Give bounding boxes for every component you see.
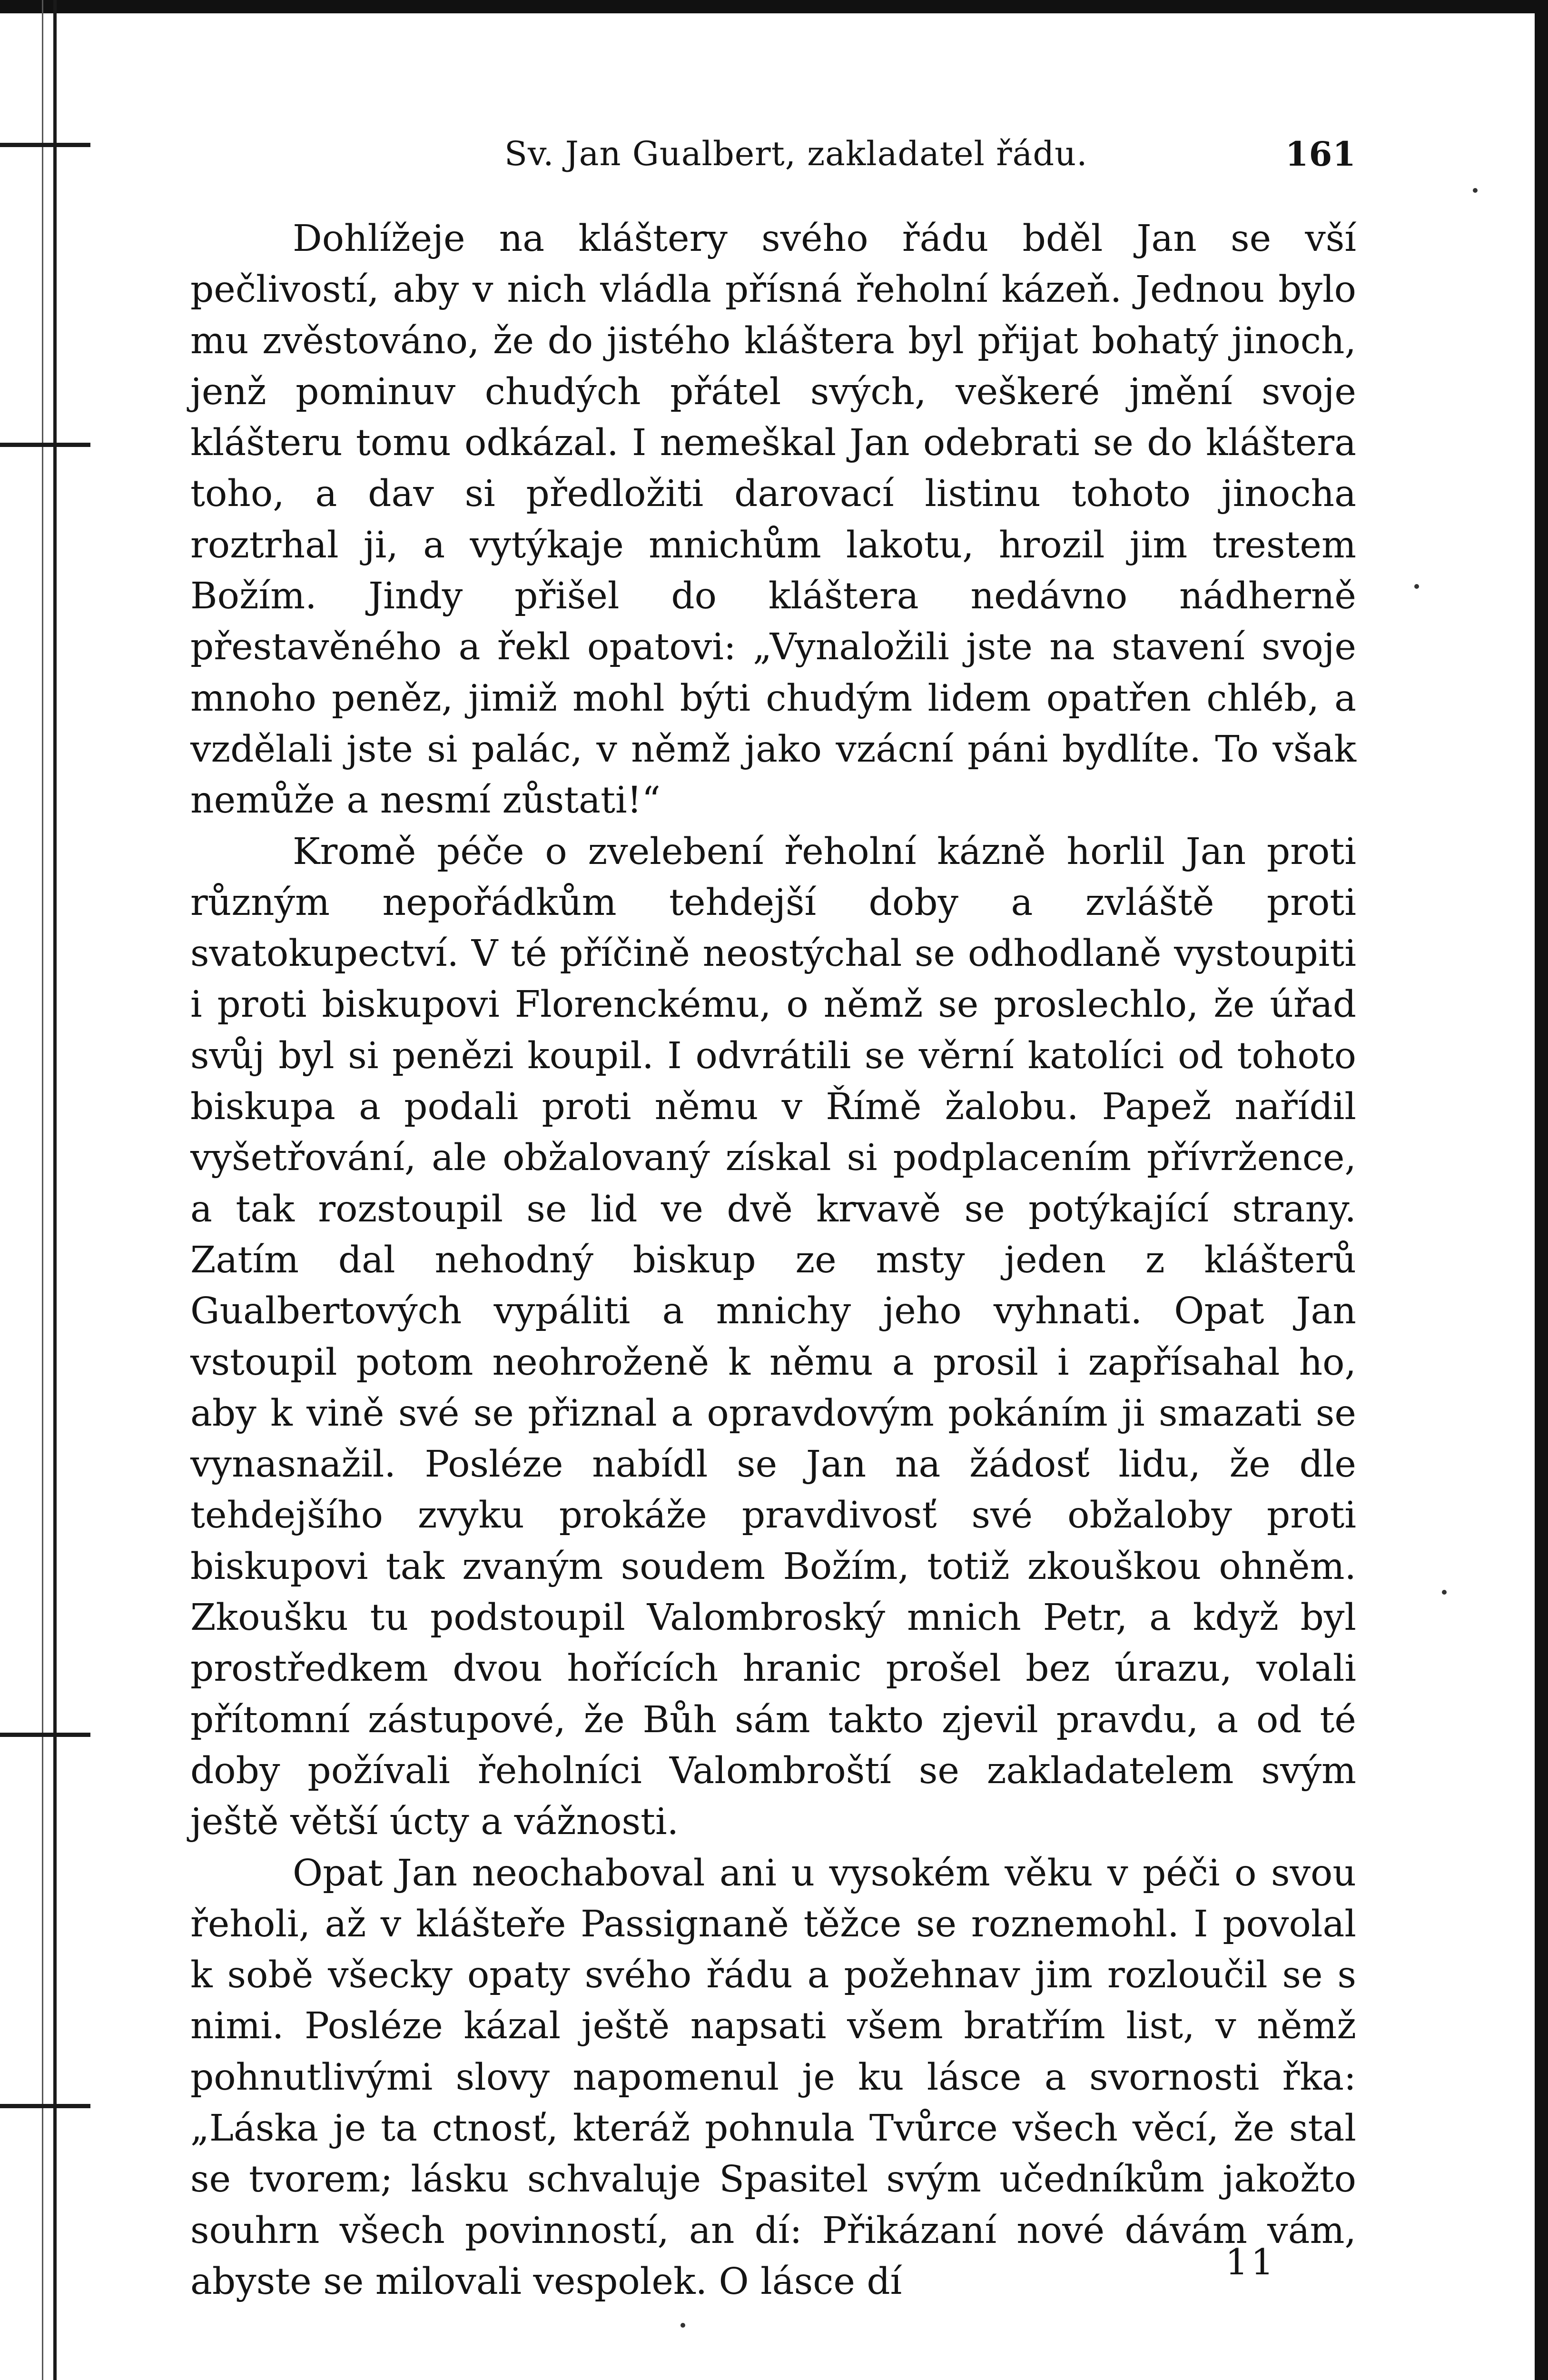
- scan-top-edge: [0, 0, 1548, 13]
- binding-thread: [0, 443, 90, 447]
- paragraph: Kromě péče o zvelebení řeholní kázně horlil Jan proti různým nepořádkům tehdejší doby a zvláště proti svatokupectví. V té příčině neostýchal se odhodlaně vystoupiti i proti biskupovi Florenckému, o němž se proslechlo, že úřad svůj byl si penězi koupil. I odvrátili se věrní katolíci od tohoto biskupa a podali proti němu v Římě žalobu. Papež nařídil vyšetřování, ale obžalovaný získal si podplacením přívržence, a tak rozstoupil se lid ve dvě krvavě se potýkající strany. Zatím dal nehodný biskup ze msty jeden z klášterů Gualbertových vypáliti a mnichy jeho vyhnati. Opat Jan vstoupil potom neohroženě k němu a prosil i zapřísahal ho, aby k vině své se přiznal a opravdovým pokáním ji smazati se vynasnažil. Posléze nabídl se Jan na žádosť lidu, že dle tehdejšího zvyku prokáže pravdivosť své obžaloby proti biskupovi tak zvaným soudem Božím, totiž zkouškou ohněm. Zkoušku tu podstoupil Valombroský mnich Petr, a když byl prostředkem dvou hořících hranic prošel bez úrazu, volali přítomní zástupové, že Bůh sám takto zjevil pravdu, a od té doby požívali řeholníci Valombroští se zakladatelem svým ještě větší úcty a vážnosti.: [190, 830, 1356, 1844]
- ink-speck: [1414, 584, 1419, 589]
- body-text: [190, 213, 1356, 2307]
- ink-speck: [680, 2323, 685, 2328]
- scan-right-edge: [1535, 0, 1548, 2380]
- paragraph: Opat Jan neochaboval ani u vysokém věku v péči o svou řeholi, až v klášteře Passignaně těžce se roznemohl. I povolal k sobě všecky opaty svého řádu a požehnav jim rozloučil se s nimi. Posléze kázal ještě napsati všem bratřím list, v němž pohnutlivými slovy napomenul je ku lásce a svornosti řka: „Láska je ta ctnosť, kteráž pohnula Tvůrce všech věcí, že stal se tvorem; lásku schvaluje Spasitel svým učedníkům jakožto souhrn všech povinností, an dí: Přikázaní nové dávám vám, abyste se milovali vespolek. O lásce dí: [190, 1852, 1356, 2303]
- binding-thread: [0, 1733, 90, 1737]
- binding-line: [53, 0, 57, 2380]
- page-number: 161: [1285, 134, 1356, 174]
- binding-thread: [0, 2104, 90, 2108]
- signature-mark: 11: [1225, 2241, 1277, 2283]
- paragraph: Dohlížeje na kláštery svého řádu bděl Jan se vší pečlivostí, aby v nich vládla přísná řeholní kázeň. Jednou bylo mu zvěstováno, že do jistého kláštera byl přijat bohatý jinoch, jenž pominuv chudých přátel svých, veškeré jmění svoje klášteru tomu odkázal. I nemeškal Jan odebrati se do kláštera toho, a dav si předložiti darovací listinu tohoto jinocha roztrhal ji, a vytýkaje mnichům lakotu, hrozil jim trestem Božím. Jindy přišel do kláštera nedávno nádherně přestavěného a řekl opatovi: „Vynaložili jste na stavení svoje mnoho peněz, jimiž mohl býti chudým lidem opatřen chléb, a vzdělali jste si palác, v němž jako vzácní páni bydlíte. To však nemůže a nesmí zůstati!“: [190, 218, 1356, 822]
- page-header: [190, 128, 1356, 180]
- ink-speck: [1442, 1590, 1447, 1595]
- ink-speck: [1473, 188, 1478, 193]
- running-head: Sv. Jan Gualbert, zakladatel řádu.: [504, 134, 1088, 173]
- binding-shadow: [42, 0, 43, 2380]
- binding-thread: [0, 143, 90, 147]
